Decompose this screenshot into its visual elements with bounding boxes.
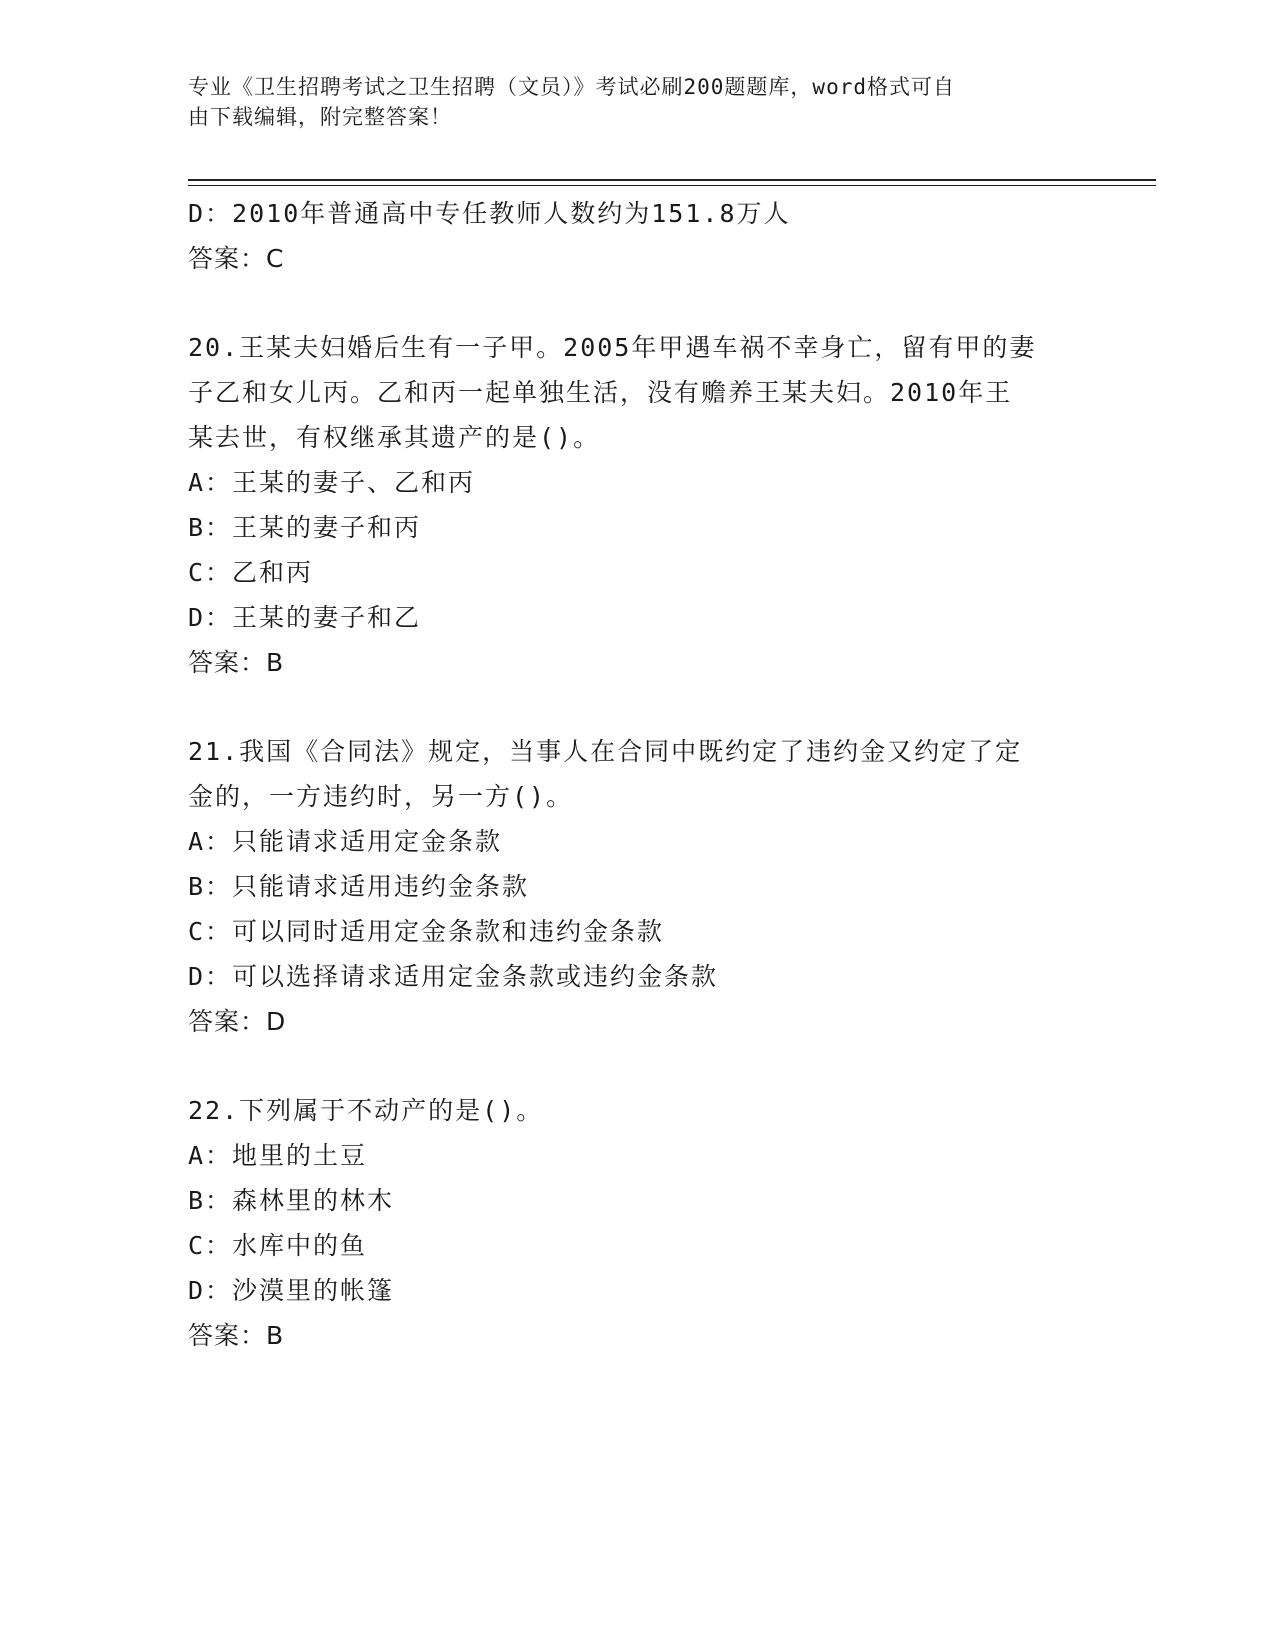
question-stem-line: 20.王某夫妇婚后生有一子甲。2005年甲遇车祸不幸身亡，留有甲的妻: [188, 333, 1037, 362]
option-a: A：地里的土豆: [188, 1141, 368, 1170]
option-c: C：水库中的鱼: [188, 1231, 368, 1260]
document-body: [188, 191, 1088, 1358]
answer-line: 答案：B: [188, 1321, 285, 1350]
option-b: B：森林里的林木: [188, 1186, 395, 1215]
answer-line: 答案：B: [188, 648, 285, 677]
header-divider: [188, 179, 1156, 186]
question-19-continued: [188, 191, 1088, 281]
option-a: A：只能请求适用定金条款: [188, 827, 503, 856]
option-c: C：乙和丙: [188, 558, 314, 587]
question-stem-line: 22.下列属于不动产的是()。: [188, 1096, 544, 1125]
option-b: B：只能请求适用违约金条款: [188, 872, 530, 901]
question-stem-line: 子乙和女儿丙。乙和丙一起单独生活，没有赡养王某夫妇。2010年王: [188, 378, 1013, 407]
question-21: [188, 729, 1088, 1044]
option-a: A：王某的妻子、乙和丙: [188, 468, 476, 497]
answer-line: 答案：D: [188, 1007, 287, 1036]
option-c: C：可以同时适用定金条款和违约金条款: [188, 917, 665, 946]
option-d: D：可以选择请求适用定金条款或违约金条款: [188, 962, 719, 991]
page-header: 专业《卫生招聘考试之卫生招聘（文员）》考试必刷200题题库，word格式可自 由下载编辑，附完整答案！: [188, 75, 955, 129]
question-22: [188, 1088, 1088, 1358]
option-d: D：2010年普通高中专任教师人数约为151.8万人: [188, 199, 791, 228]
question-20: [188, 325, 1088, 685]
question-stem-line: 金的，一方违约时，另一方()。: [188, 782, 574, 811]
option-d: D：沙漠里的帐篷: [188, 1276, 395, 1305]
question-stem-line: 21.我国《合同法》规定，当事人在合同中既约定了违约金又约定了定: [188, 737, 1023, 766]
option-d: D：王某的妻子和乙: [188, 603, 422, 632]
question-stem-line: 某去世，有权继承其遗产的是()。: [188, 423, 601, 452]
answer-line: 答案：C: [188, 244, 285, 273]
option-b: B：王某的妻子和丙: [188, 513, 422, 542]
